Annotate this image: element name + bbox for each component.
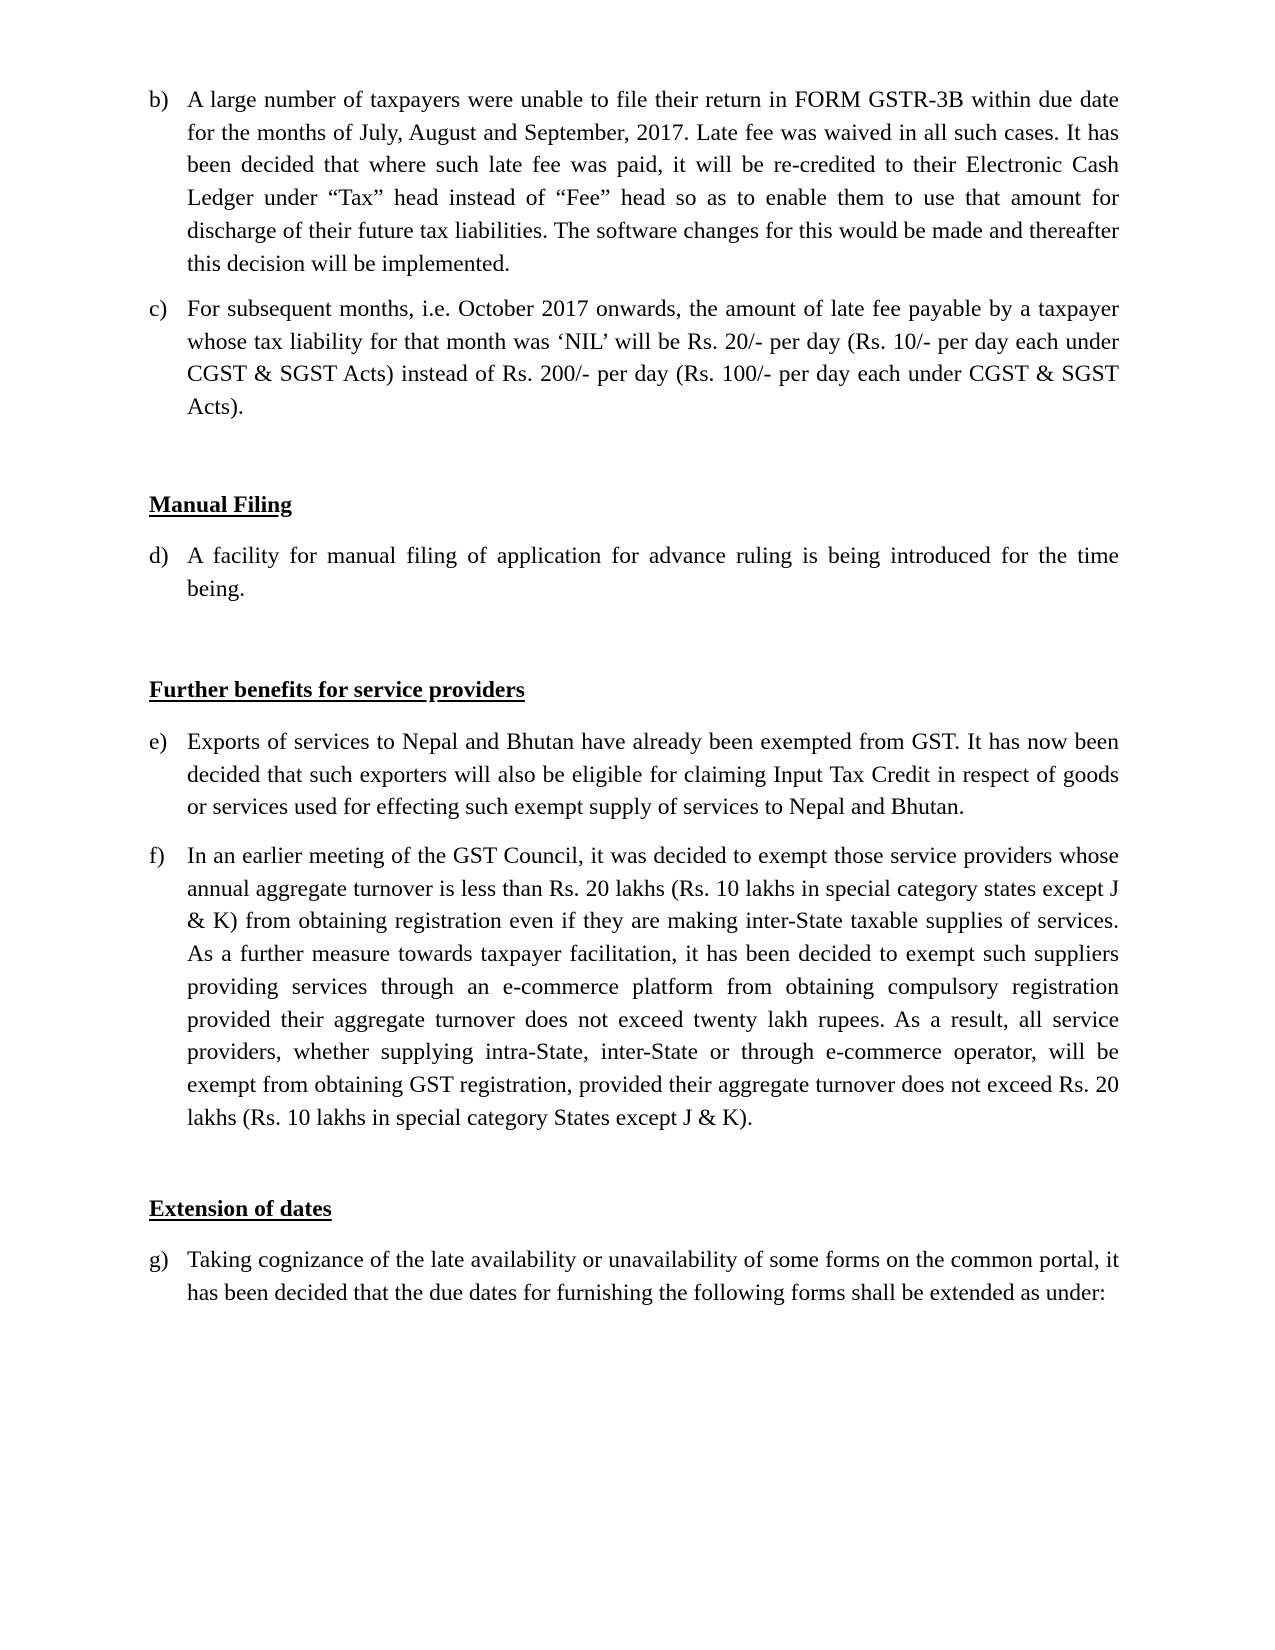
paragraph-label: c) [149, 296, 168, 322]
paragraph-f [149, 840, 1119, 1134]
paragraph-g [149, 1244, 1119, 1309]
paragraph-d [149, 540, 1119, 605]
heading-further-benefits: Further benefits for service providers [149, 677, 525, 703]
paragraph-b [149, 84, 1119, 280]
paragraph-text: Exports of services to Nepal and Bhutan have already been exempted from GST. It has now been decided that such exporters will also be eligible for claiming Input Tax Credit in respect of goods or services used for effecting such exempt supply of services to Nepal and Bhutan. [187, 729, 1119, 821]
paragraph-label: f) [149, 843, 165, 869]
paragraph-label: d) [149, 543, 169, 569]
paragraph-label: b) [149, 87, 169, 113]
paragraph-text: A facility for manual filing of application for advance ruling is being introduced for the time being. [187, 543, 1119, 602]
heading-manual-filing: Manual Filing [149, 492, 292, 518]
paragraph-text: Taking cognizance of the late availability or unavailability of some forms on the common portal, it has been decided that the due dates for furnishing the following forms shall be extended as under: [187, 1247, 1119, 1306]
paragraph-text: For subsequent months, i.e. October 2017 onwards, the amount of late fee payable by a taxpayer whose tax liability for that month was ‘NIL’ will be Rs. 20/- per day (Rs. 10/- per day each under CGST & SGST Acts) instead of Rs. 200/- per day (Rs. 100/- per day each under CGST & SGST Acts). [187, 296, 1119, 421]
paragraph-c [149, 293, 1119, 424]
paragraph-e [149, 726, 1119, 824]
heading-extension-of-dates: Extension of dates [149, 1196, 332, 1222]
paragraph-label: e) [149, 729, 168, 755]
paragraph-label: g) [149, 1247, 169, 1273]
paragraph-text: A large number of taxpayers were unable to file their return in FORM GSTR-3B within due date for the months of July, August and September, 2017. Late fee was waived in all such cases. It has been decided that where such late fee was paid, it will be re-credited to their Electronic Cash Ledger under “Tax” head instead of “Fee” head so as to enable them to use that amount for discharge of their future tax liabilities. The software changes for this would be made and thereafter this decision will be implemented. [187, 87, 1119, 277]
paragraph-text: In an earlier meeting of the GST Council, it was decided to exempt those service providers whose annual aggregate turnover is less than Rs. 20 lakhs (Rs. 10 lakhs in special category states except J & K) from obtaining registration even if they are making inter-State taxable supplies of services. As a further measure towards taxpayer facilitation, it has been decided to exempt such suppliers providing services through an e-commerce platform from obtaining compulsory registration provided their aggregate turnover does not exceed twenty lakh rupees. As a result, all service providers, whether supplying intra-State, inter-State or through e-commerce operator, will be exempt from obtaining GST registration, provided their aggregate turnover does not exceed Rs. 20 lakhs (Rs. 10 lakhs in special category States except J & K). [187, 843, 1119, 1131]
